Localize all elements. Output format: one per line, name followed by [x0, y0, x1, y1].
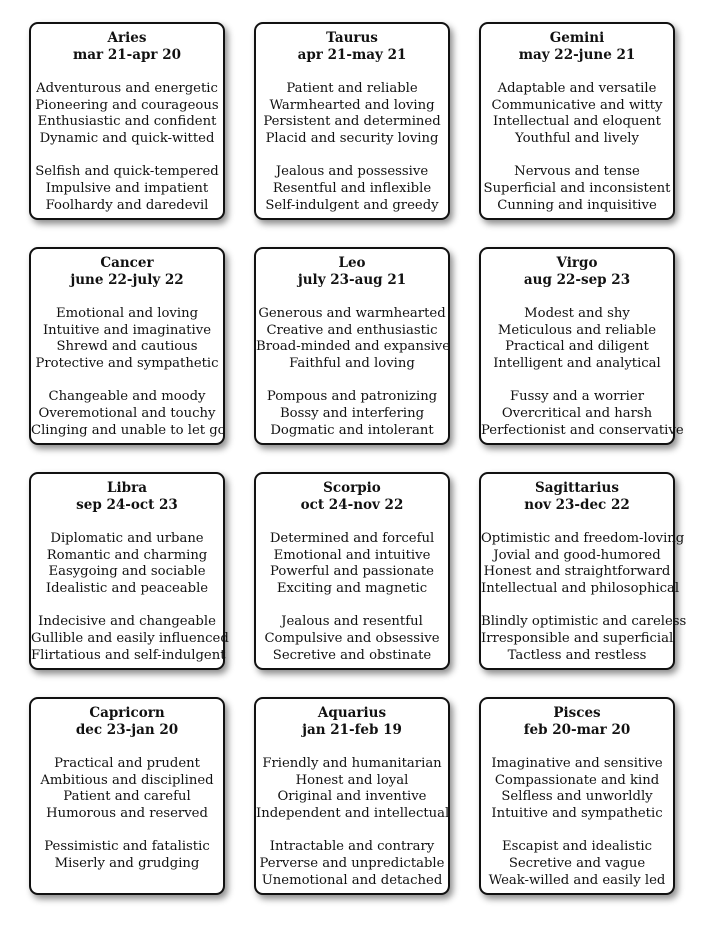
- positive-trait: Intellectual and philosophical: [481, 580, 680, 596]
- negative-trait: Changeable and moody: [48, 389, 206, 405]
- positive-trait: Diplomatic and urbane: [50, 531, 204, 546]
- positive-trait: Emotional and intuitive: [273, 547, 431, 563]
- negative-traits: [31, 164, 223, 214]
- negative-traits: [481, 389, 684, 439]
- positive-trait: Enthusiastic and confident: [37, 114, 217, 130]
- positive-trait: Easygoing and sociable: [48, 564, 206, 580]
- positive-trait: Placid and security loving: [265, 130, 439, 146]
- positive-trait: Ambitious and disciplined: [40, 772, 214, 788]
- sign-card-leo: [254, 247, 450, 445]
- negative-trait: Nervous and tense: [514, 164, 640, 180]
- negative-trait: Overemotional and touchy: [38, 405, 216, 421]
- sign-dates: may 22-june 21: [518, 47, 636, 63]
- positive-trait: Broad-minded and expansive: [256, 339, 451, 355]
- positive-trait: Practical and prudent: [54, 756, 200, 771]
- positive-trait: Generous and warmhearted: [258, 306, 446, 321]
- negative-traits: [481, 839, 673, 889]
- sign-dates: dec 23-jan 20: [75, 722, 179, 738]
- positive-trait: Original and inventive: [277, 789, 427, 805]
- positive-trait: Selfless and unworldly: [501, 789, 653, 805]
- positive-traits: [31, 81, 223, 147]
- positive-traits: [31, 306, 223, 372]
- positive-trait: Persistent and determined: [263, 114, 441, 130]
- sign-dates: apr 21-may 21: [297, 47, 407, 63]
- sign-card-cancer: [29, 247, 225, 445]
- sign-card-gemini: [479, 22, 675, 220]
- positive-trait: Patient and reliable: [286, 81, 418, 96]
- negative-trait: Unemotional and detached: [261, 872, 443, 888]
- negative-trait: Escapist and idealistic: [502, 839, 652, 855]
- sign-name: Capricorn: [89, 705, 165, 721]
- negative-trait: Blindly optimistic and careless: [481, 614, 687, 630]
- sign-dates: nov 23-dec 22: [524, 497, 630, 513]
- sign-card-scorpio: [254, 472, 450, 670]
- positive-trait: Communicative and witty: [491, 97, 663, 113]
- negative-traits: [256, 614, 448, 664]
- sign-card-aquarius: [254, 697, 450, 895]
- positive-trait: Emotional and loving: [55, 306, 199, 321]
- sign-card-libra: [29, 472, 229, 670]
- sign-dates: aug 22-sep 23: [523, 272, 631, 288]
- sign-name: Scorpio: [323, 480, 381, 496]
- positive-trait: Humorous and reserved: [46, 805, 208, 821]
- positive-trait: Patient and careful: [63, 789, 191, 805]
- sign-dates: june 22-july 22: [70, 272, 184, 288]
- negative-trait: Pompous and patronizing: [266, 389, 438, 405]
- negative-trait: Perverse and unpredictable: [259, 855, 445, 871]
- positive-trait: Intelligent and analytical: [493, 355, 661, 371]
- negative-trait: Indecisive and changeable: [38, 614, 216, 630]
- negative-trait: Overcritical and harsh: [501, 405, 653, 421]
- positive-trait: Adaptable and versatile: [497, 81, 657, 96]
- positive-traits: [256, 756, 448, 822]
- positive-traits: [481, 531, 685, 597]
- sign-dates: mar 21-apr 20: [72, 47, 182, 63]
- positive-trait: Independent and intellectual: [256, 805, 450, 821]
- negative-traits: [256, 164, 448, 214]
- positive-trait: Warmhearted and loving: [269, 97, 435, 113]
- sign-dates: oct 24-nov 22: [300, 497, 404, 513]
- negative-trait: Superficial and inconsistent: [483, 180, 671, 196]
- negative-trait: Jealous and resentful: [281, 614, 423, 630]
- positive-traits: [256, 81, 448, 147]
- positive-traits: [481, 306, 673, 372]
- negative-trait: Bossy and interfering: [279, 405, 425, 421]
- positive-trait: Optimistic and freedom-loving: [481, 531, 685, 546]
- negative-trait: Impulsive and impatient: [45, 180, 209, 196]
- positive-trait: Honest and straightforward: [483, 564, 671, 580]
- positive-trait: Compassionate and kind: [494, 772, 660, 788]
- negative-trait: Gullible and easily influenced: [31, 630, 229, 646]
- sign-name: Libra: [107, 480, 147, 496]
- positive-trait: Dynamic and quick-witted: [39, 130, 215, 146]
- positive-trait: Romantic and charming: [46, 547, 208, 563]
- positive-trait: Creative and enthusiastic: [266, 322, 438, 338]
- negative-trait: Intractable and contrary: [269, 839, 435, 855]
- negative-trait: Irresponsible and superficial: [481, 630, 674, 646]
- negative-trait: Selfish and quick-tempered: [35, 164, 219, 180]
- positive-traits: [256, 531, 448, 597]
- negative-trait: Dogmatic and intolerant: [270, 422, 434, 438]
- positive-trait: Modest and shy: [524, 306, 630, 321]
- negative-trait: Pessimistic and fatalistic: [44, 839, 210, 855]
- negative-trait: Tactless and restless: [507, 647, 647, 663]
- negative-trait: Compulsive and obsessive: [264, 630, 440, 646]
- negative-trait: Jealous and possessive: [275, 164, 429, 180]
- positive-trait: Adventurous and energetic: [36, 81, 218, 96]
- negative-trait: Foolhardy and daredevil: [45, 197, 209, 213]
- positive-trait: Intuitive and sympathetic: [491, 805, 663, 821]
- sign-name: Cancer: [100, 255, 154, 271]
- sign-dates: july 23-aug 21: [297, 272, 407, 288]
- positive-traits: [31, 756, 223, 822]
- sign-name: Aquarius: [317, 705, 387, 721]
- negative-trait: Self-indulgent and greedy: [265, 197, 439, 213]
- sign-name: Sagittarius: [535, 480, 619, 496]
- negative-trait: Resentful and inflexible: [272, 180, 432, 196]
- positive-traits: [481, 81, 673, 147]
- sign-name: Gemini: [549, 30, 605, 46]
- sign-name: Taurus: [326, 30, 378, 46]
- positive-trait: Shrewd and cautious: [56, 339, 198, 355]
- positive-trait: Imaginative and sensitive: [491, 756, 663, 771]
- negative-trait: Weak-willed and easily led: [488, 872, 666, 888]
- positive-trait: Intuitive and imaginative: [42, 322, 212, 338]
- positive-trait: Friendly and humanitarian: [262, 756, 442, 771]
- positive-trait: Jovial and good-humored: [493, 547, 661, 563]
- sign-card-virgo: [479, 247, 684, 445]
- negative-trait: Secretive and vague: [508, 855, 646, 871]
- negative-trait: Cunning and inquisitive: [497, 197, 657, 213]
- negative-traits: [481, 614, 687, 664]
- positive-trait: Intellectual and eloquent: [493, 114, 661, 130]
- positive-traits: [256, 306, 451, 372]
- positive-trait: Pioneering and courageous: [35, 97, 219, 113]
- positive-trait: Idealistic and peaceable: [45, 580, 209, 596]
- sign-card-sagittarius: [479, 472, 687, 670]
- negative-trait: Perfectionist and conservative: [481, 422, 684, 438]
- sign-dates: feb 20-mar 20: [523, 722, 631, 738]
- sign-dates: sep 24-oct 23: [76, 497, 178, 513]
- negative-trait: Clinging and unable to let go: [31, 422, 226, 438]
- positive-trait: Determined and forceful: [269, 531, 435, 546]
- sign-card-taurus: [254, 22, 450, 220]
- positive-trait: Practical and diligent: [505, 339, 649, 355]
- negative-traits: [31, 614, 229, 664]
- positive-trait: Faithful and loving: [289, 355, 415, 371]
- sign-name: Virgo: [556, 255, 598, 271]
- positive-trait: Exciting and magnetic: [276, 580, 428, 596]
- sign-card-capricorn: [29, 697, 225, 895]
- positive-traits: [481, 756, 673, 822]
- negative-trait: Fussy and a worrier: [509, 389, 645, 405]
- positive-traits: [31, 531, 223, 597]
- negative-traits: [256, 839, 448, 889]
- sign-name: Pisces: [553, 705, 601, 721]
- positive-trait: Honest and loyal: [295, 772, 409, 788]
- negative-trait: Flirtatious and self-indulgent: [31, 647, 226, 663]
- negative-traits: [31, 839, 223, 872]
- positive-trait: Powerful and passionate: [270, 564, 434, 580]
- negative-traits: [31, 389, 226, 439]
- sign-card-aries: [29, 22, 225, 220]
- positive-trait: Meticulous and reliable: [497, 322, 657, 338]
- sign-name: Leo: [338, 255, 366, 271]
- sign-card-pisces: [479, 697, 675, 895]
- negative-trait: Secretive and obstinate: [272, 647, 432, 663]
- negative-traits: [256, 389, 448, 439]
- sign-dates: jan 21-feb 19: [302, 722, 402, 738]
- negative-traits: [481, 164, 673, 214]
- sign-name: Aries: [107, 30, 147, 46]
- negative-trait: Miserly and grudging: [54, 855, 200, 871]
- positive-trait: Youthful and lively: [515, 130, 639, 146]
- positive-trait: Protective and sympathetic: [35, 355, 219, 371]
